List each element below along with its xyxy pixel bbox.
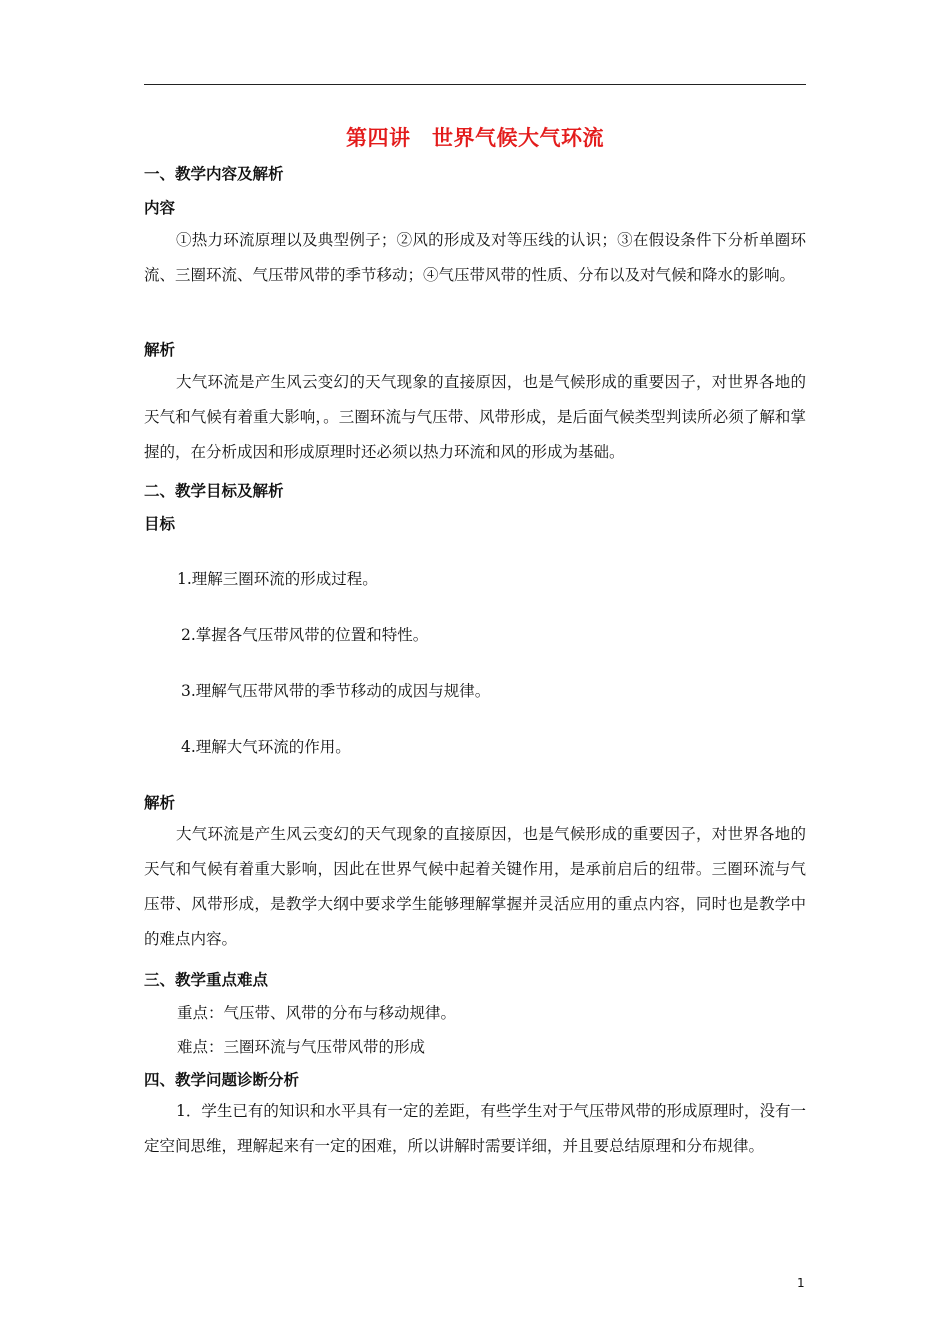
diagnosis-item-1: 1．学生已有的知识和水平具有一定的差距，有些学生对于气压带风带的形成原理时，没有一定空间思维，理解起来有一定的困难，所以讲解时需要详细，并且要总结原理和分布规律。 [144, 1102, 806, 1155]
goal-label: 目标 [144, 515, 176, 533]
key-point: 重点：气压带、风带的分布与移动规律。 [177, 1004, 457, 1022]
analysis-paragraph-1: 大气环流是产生风云变幻的天气现象的直接原因，也是气候形成的重要因子，对世界各地的天气和气候有着重大影响，。三圈环流与气压带、风带形成，是后面气候类型判读所必须了解和掌握的，在分析成因和形成原理时还必须以热力环流和风的形成为基础。 [144, 373, 806, 461]
analysis-paragraph-2: 大气环流是产生风云变幻的天气现象的直接原因，也是气候形成的重要因子，对世界各地的天气和气候有着重大影响，因此在世界气候中起着关键作用，是承前启后的纽带。三圈环流与气压带、风带形成，是教学大纲中要求学生能够理解掌握并灵活应用的重点内容，同时也是教学中的难点内容。 [144, 825, 806, 948]
difficulty-point: 难点：三圈环流与气压带风带的形成 [177, 1038, 426, 1056]
goal-item-4: 4.理解大气环流的作用。 [181, 738, 351, 756]
section-3-heading: 三、教学重点难点 [144, 971, 269, 989]
goal-item-2: 2.掌握各气压带风带的位置和特性。 [181, 626, 429, 644]
goal-item-1: 1.理解三圈环流的形成过程。 [177, 570, 378, 588]
page-number: 1 [797, 1276, 805, 1290]
section-4-heading: 四、教学问题诊断分析 [144, 1071, 300, 1089]
section-2-heading: 二、教学目标及解析 [144, 482, 284, 500]
section-1-heading: 一、教学内容及解析 [144, 165, 284, 183]
analysis-label-2: 解析 [144, 794, 176, 812]
lecture-title: 第四讲 世界气候大气环流 [346, 126, 604, 150]
content-paragraph: ①热力环流原理以及典型例子；②风的形成及对等压线的认识；③在假设条件下分析单圈环流、三圈环流、气压带风带的季节移动；④气压带风带的性质、分布以及对气候和降水的影响。 [144, 231, 806, 284]
goal-item-3: 3.理解气压带风带的季节移动的成因与规律。 [181, 682, 491, 700]
content-label: 内容 [144, 199, 176, 217]
analysis-label-1: 解析 [144, 341, 176, 359]
header-rule [144, 84, 806, 85]
